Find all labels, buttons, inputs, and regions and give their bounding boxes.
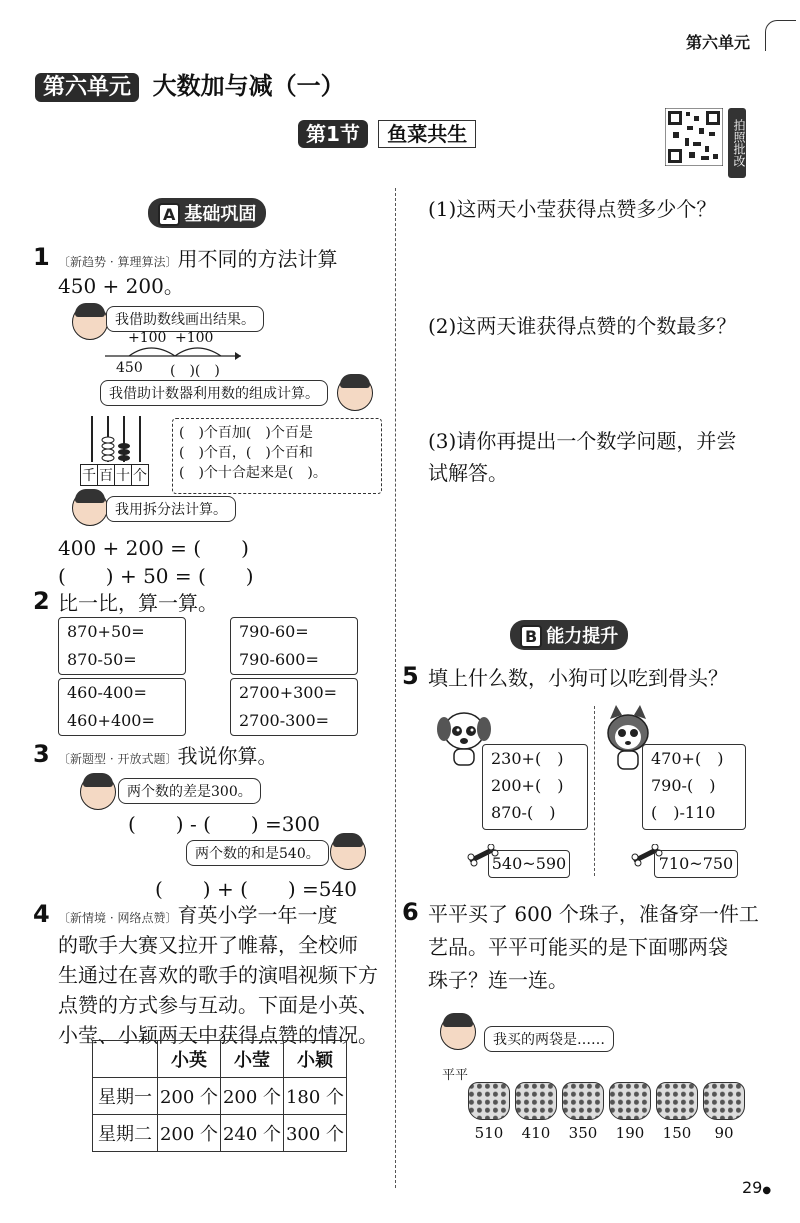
q4-sub-2: (2)这两天谁获得点赞的个数最多？ bbox=[428, 314, 737, 338]
q6-text: 平平买了 600 个珠子，准备穿一件工 艺品。平平可能买的是下面哪两袋 珠子？连一连。 bbox=[428, 902, 759, 992]
pingping-name: 平平 bbox=[442, 1068, 469, 1083]
abacus-icon bbox=[84, 414, 154, 464]
q5-right-box: 470+( ) 790-( ) ( )-110 bbox=[642, 744, 746, 830]
page-number: 29● bbox=[742, 1178, 772, 1197]
boy-avatar bbox=[337, 375, 373, 411]
q1-bubble-1: 我借助数线画出结果。 bbox=[106, 306, 264, 332]
q5-text: 填上什么数，小狗可以吃到骨头？ bbox=[428, 666, 728, 690]
corner-mark bbox=[765, 20, 796, 51]
q3-bubble-2: 两个数的和是540。 bbox=[186, 840, 329, 866]
q2-box-2: 790-60= 790-600= bbox=[230, 617, 358, 675]
section-name: 鱼菜共生 bbox=[378, 120, 476, 148]
q3-text: 〔新题型 · 开放式题〕我说你算。 bbox=[58, 744, 278, 768]
q1-text: 〔新趋势 · 算理算法〕用不同的方法计算 bbox=[58, 247, 338, 271]
table-header-row: 小英 小莹 小颖 bbox=[93, 1041, 347, 1078]
section-a-header: A 基础巩固 bbox=[148, 198, 266, 228]
q1-eq-2: ( ) + 50 = ( ) bbox=[58, 564, 254, 588]
q1-bubble-3: 我用拆分法计算。 bbox=[106, 496, 236, 522]
q2-box-3: 460-400= 460+400= bbox=[58, 678, 186, 736]
table-row: 星期一 200 个 200 个 180 个 bbox=[93, 1078, 347, 1115]
boy-avatar-2 bbox=[80, 774, 116, 810]
bag-label: 510 bbox=[474, 1124, 504, 1142]
q1-expression: 450 + 200。 bbox=[58, 274, 184, 298]
q1-eq-1: 400 + 200 = ( ) bbox=[58, 536, 249, 560]
q4-text-body: 的歌手大赛又拉开了帷幕，全校师 生通过在喜欢的歌手的演唱视频下方 点赞的方式参与互动。下面是小英、 小莹、小颖两天中获得点赞的情况。 bbox=[58, 933, 378, 1047]
bead-bag-icon[interactable] bbox=[468, 1082, 510, 1120]
q2-text: 比一比，算一算。 bbox=[58, 591, 218, 615]
q2-number: 2 bbox=[33, 587, 50, 615]
q3-bubble-1: 两个数的差是300。 bbox=[118, 778, 261, 804]
q6-number: 6 bbox=[402, 898, 419, 926]
q3-eq-1: ( ) - ( ) =300 bbox=[128, 812, 320, 836]
q4-number: 4 bbox=[33, 900, 50, 928]
bag-label: 90 bbox=[714, 1124, 734, 1142]
q5-divider bbox=[594, 706, 595, 876]
unit-title: 大数加与减（一） bbox=[152, 72, 345, 100]
bag-label: 350 bbox=[568, 1124, 598, 1142]
running-header: 第六单元 bbox=[686, 33, 751, 52]
q1-number: 1 bbox=[33, 243, 50, 271]
q1-dashed-box: ( )个百加( )个百是 ( )个百，( )个百和 ( )个十合起来是( )。 bbox=[172, 418, 382, 494]
pingping-avatar bbox=[440, 1014, 476, 1050]
numberline-blanks: ( )( ) bbox=[170, 363, 220, 379]
bag-label: 190 bbox=[615, 1124, 645, 1142]
page-title bbox=[35, 66, 345, 101]
bead-bag-icon[interactable] bbox=[515, 1082, 557, 1120]
q5-right-range: 710~750 bbox=[654, 850, 738, 878]
numberline-start: 450 bbox=[116, 360, 143, 376]
q4-text: 〔新情境 · 网络点赞〕育英小学一年一度 bbox=[58, 903, 338, 927]
abacus-labels: 千 百 十 个 bbox=[80, 464, 149, 486]
table-row: 星期二 200 个 240 个 300 个 bbox=[93, 1115, 347, 1152]
girl-avatar-2 bbox=[72, 490, 108, 526]
girl-avatar bbox=[72, 304, 108, 340]
section-badge: 第1节 bbox=[298, 120, 368, 148]
q1-bubble-2: 我借助计数器利用数的组成计算。 bbox=[100, 380, 328, 406]
bag-label: 410 bbox=[521, 1124, 551, 1142]
q3-eq-2: ( ) + ( ) =540 bbox=[155, 877, 357, 901]
numberline-plus-2: +100 bbox=[175, 330, 214, 346]
likes-table bbox=[92, 1040, 347, 1152]
column-divider bbox=[395, 188, 396, 1188]
section-b-header: B 能力提升 bbox=[510, 620, 628, 650]
section-title bbox=[298, 118, 476, 147]
q5-left-range: 540~590 bbox=[488, 850, 570, 878]
number-line bbox=[105, 338, 245, 362]
girl-avatar-3 bbox=[330, 834, 366, 870]
bead-bag-icon[interactable] bbox=[703, 1082, 745, 1120]
q4-sub-1: (1)这两天小莹获得点赞多少个？ bbox=[428, 197, 717, 221]
q6-bubble: 我买的两袋是…… bbox=[484, 1026, 614, 1052]
q5-left-box: 230+( ) 200+( ) 870-( ) bbox=[482, 744, 588, 830]
qr-caption: 拍照批改 bbox=[728, 108, 746, 178]
bag-label: 150 bbox=[662, 1124, 692, 1142]
q5-number: 5 bbox=[402, 662, 419, 690]
bead-bag-icon[interactable] bbox=[562, 1082, 604, 1120]
q2-box-1: 870+50= 870-50= bbox=[58, 617, 186, 675]
bead-bag-icon[interactable] bbox=[609, 1082, 651, 1120]
q2-box-4: 2700+300= 2700-300= bbox=[230, 678, 358, 736]
q4-sub-3: (3)请你再提出一个数学问题，并尝 试解答。 bbox=[428, 429, 737, 485]
qr-code-icon[interactable] bbox=[665, 108, 723, 166]
q3-number: 3 bbox=[33, 740, 50, 768]
numberline-plus-1: +100 bbox=[128, 330, 167, 346]
unit-badge: 第六单元 bbox=[35, 73, 139, 102]
bead-bag-icon[interactable] bbox=[656, 1082, 698, 1120]
